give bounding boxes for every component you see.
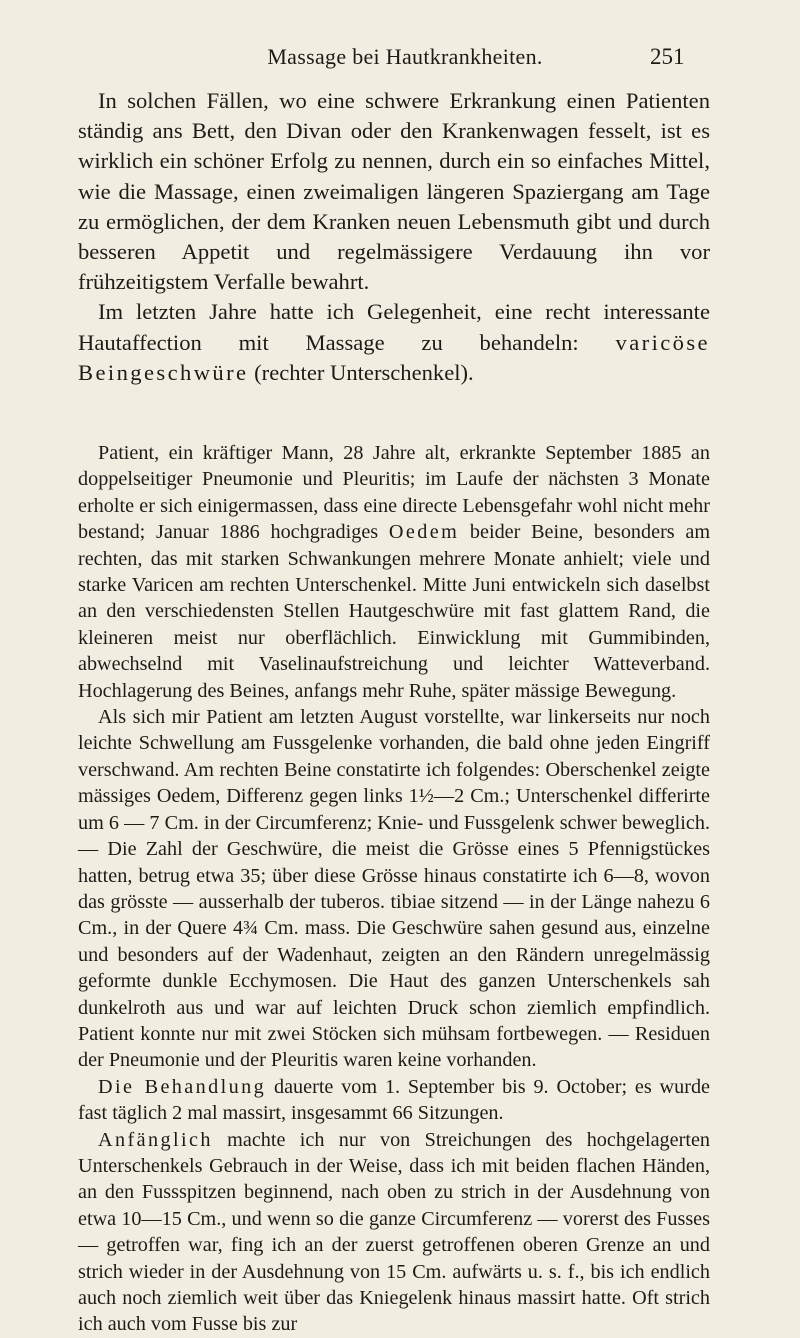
main-text (78, 86, 710, 388)
case-report (78, 440, 710, 1338)
running-head (0, 44, 800, 74)
paragraph-text: Im letzten Jahre hatte ich Gelegenheit, eine recht interessante Hautaffection mit Massage zu behandeln: (78, 299, 710, 355)
paragraph-text: beider Beine, besonders am rechten, das mit starken Schwankungen mehrere Monate anhielt; viele und starke Varicen am rechten Unterschenkel. Mitte Juni entwickeln sich daselbst an den verschiedensten Stellen Hautgeschwüre mit fast glattem Rand, die kleineren meist nur oberflächlich. Einwicklung mit Gummibinden, abwechselnd mit Vaselinaufstreichung und leichter Watteverband. Hochlagerung des Beines, anfangs mehr Ruhe, später mässige Bewegung. (78, 521, 711, 702)
paragraph-text: machte ich nur von Streichungen des hochgelagerten Unterschenkels Gebrauch in der Weise, dass ich mit beiden flachen Händen, an den Fussspitzen beginnend, nach oben zu strich in der Ausdehnung von etwa 10—15 Cm., und wenn so die ganze Circumferenz — vorerst des Fusses — getroffen war, fing ich an der zuerst getroffenen oberen Grenze an und strich wieder in der Ausdehnung von 15 Cm. aufwärts u. s. f., bis ich endlich auch noch ziemlich weit über das Kniegelenk hinaus massirt hatte. Oft strich ich auch vom Fusse bis zur (78, 1128, 710, 1336)
page-number: 251 (650, 44, 685, 69)
paragraph-method (78, 1127, 710, 1338)
emphasis-diagnosis: varicöse Beingeschwüre (78, 329, 710, 385)
paragraph-intro: In solchen Fällen, wo eine schwere Erkrankung einen Patienten ständig ans Bett, den Divan oder den Krankenwagen fesselt, ist es wirklich ein schöner Erfolg zu nennen, durch ein so einfaches Mittel, wie die Massage, einen zweimaligen längeren Spaziergang am Tage zu ermöglichen, der dem Kranken neuen Lebensmuth gibt und durch besseren Appetit und regelmässigere Verdauung ihn vor frühzeitigstem Verfalle bewahrt. (78, 88, 710, 295)
paragraph-case-announcement (78, 297, 710, 388)
running-title: Massage bei Hautkrankheiten. (267, 44, 543, 69)
paragraph-text: (rechter Unterschenkel). (254, 359, 474, 385)
paragraph-text: Patient, ein kräftiger Mann, 28 Jahre alt, erkrankte September 1885 an doppelseitiger Pneumonie und Pleuritis; im Laufe der nächsten 3 Monate erholte er sich einigermassen, dass eine directe Lebensgefahr wohl nicht mehr bestand; Januar 1886 hochgradiges (78, 442, 710, 544)
paragraph-history (78, 440, 710, 704)
emphasis-anfaenglich: Anfänglich (98, 1128, 213, 1151)
emphasis-oedem: Oedem (388, 521, 460, 544)
paragraph-findings: Als sich mir Patient am letzten August vorstellte, war linkerseits nur noch leichte Schwellung am Fussgelenke vorhanden, die bald ohne jeden Eingriff verschwand. Am rechten Beine constatirte ich folgendes: Oberschenkel zeigte mässiges Oedem, Differenz gegen links 1½—2 Cm.; Unterschenkel differirte um 6 — 7 Cm. in der Circumferenz; Knie- und Fussgelenk schwer beweglich. — Die Zahl der Geschwüre, die meist die Grösse eines 5 Pfennigstückes hatten, betrug etwa 35; über diese Grösse hinaus constatirte ich 6—8, wovon das grösste — ausserhalb der tuberos. tibiae sitzend — in der Länge nahezu 6 Cm., in der Quere 4¾ Cm. mass. Die Geschwüre sahen gesund aus, einzelne und besonders auf der Wadenhaut, zeigten an den Rändern unregelmässig geformte dunkle Ecchymosen. Die Haut des ganzen Unterschenkels sah dunkelroth aus und war auf leichten Druck schon ziemlich empfindlich. Patient konnte nur mit zwei Stöcken sich mühsam fortbewegen. — Residuen der Pneumonie und der Pleuritis waren keine vorhanden. (78, 706, 710, 1072)
paragraph-text: dauerte vom 1. September bis 9. October; es wurde fast täglich 2 mal massirt, insgesammt 66 Sitzungen. (78, 1075, 710, 1125)
paragraph-treatment (78, 1074, 710, 1127)
emphasis-behandlung: Die Behandlung (98, 1075, 267, 1098)
